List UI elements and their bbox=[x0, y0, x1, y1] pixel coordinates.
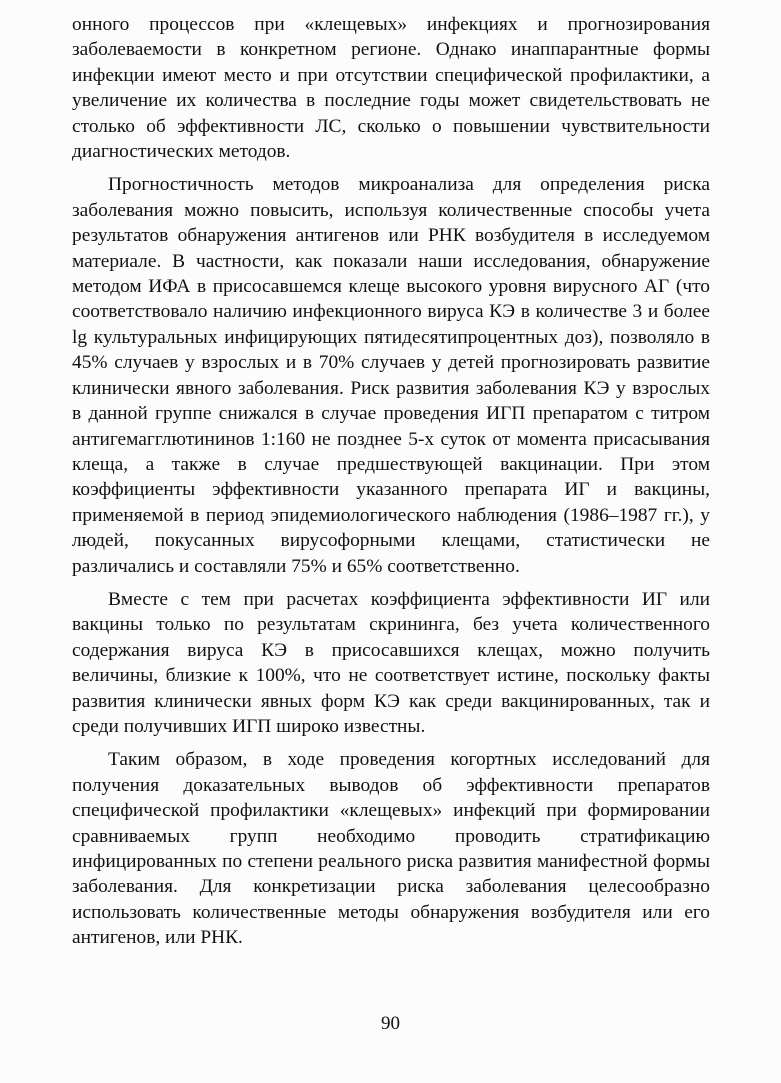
paragraph-2: Прогностичность методов микроанализа для определения риска заболевания можно повысить, используя количественные способы учета результатов обнаружения антигенов или РНК возбудителя в исследуемом материале. В частности, как показали наши исследования, обнаружение методом ИФА в присосавшемся клеще высокого уровня вирусного АГ (что соответствовало наличию инфекционного вируса КЭ в количестве 3 и более lg культуральных инфицирующих пятидесятипроцентных доз), позволяло в 45% случаев у взрослых и в 70% случаев у детей прогнозировать развитие клинически явного заболевания. Риск развития заболевания КЭ у взрослых в данной группе снижался в случае проведения ИГП препаратом с титром антигемагглютининов 1:160 не позднее 5-х суток от момента присасывания клеща, а также в случае предшествующей вакцинации. При этом коэффициенты эффективности указанного препарата ИГ и вакцины, применяемой в период эпидемиологического наблюдения (1986–1987 гг.), у людей, покусанных вирусофорными клещами, статистически не различались и составляли 75% и 65% соответственно. bbox=[72, 174, 710, 577]
body-text bbox=[72, 12, 710, 959]
paragraph-4: Таким образом, в ходе проведения когортных исследований для получения доказательных выводов об эффективности препаратов специфической профилактики «клещевых» инфекций при формировании сравниваемых групп необходимо проводить стратификацию инфицированных по степени реального риска развития манифестной формы заболевания. Для конкретизации риска заболевания целесообразно использовать количественные методы обнаружения возбудителя или его антигенов, или РНК. bbox=[72, 749, 710, 949]
paragraph-1: онного процессов при «клещевых» инфекциях и прогнозирования заболеваемости в конкретном регионе. Однако инаппарантные формы инфекции имеют место и при отсутствии специфической профилактики, а увеличение их количества в последние годы может свидетельствовать не столько об эффективности ЛС, сколько о повышении чувствительности диагностических методов. bbox=[72, 14, 710, 163]
paragraph-3: Вместе с тем при расчетах коэффициента эффективности ИГ или вакцины только по результатам скрининга, без учета количественного содержания вируса КЭ в присосавшихся клещах, можно получить величины, близкие к 100%, что не соответствует истине, поскольку факты развития клинически явных форм КЭ как среди вакцинированных, так и среди получивших ИГП широко известны. bbox=[72, 588, 710, 737]
page-number: 90 bbox=[381, 1013, 400, 1034]
